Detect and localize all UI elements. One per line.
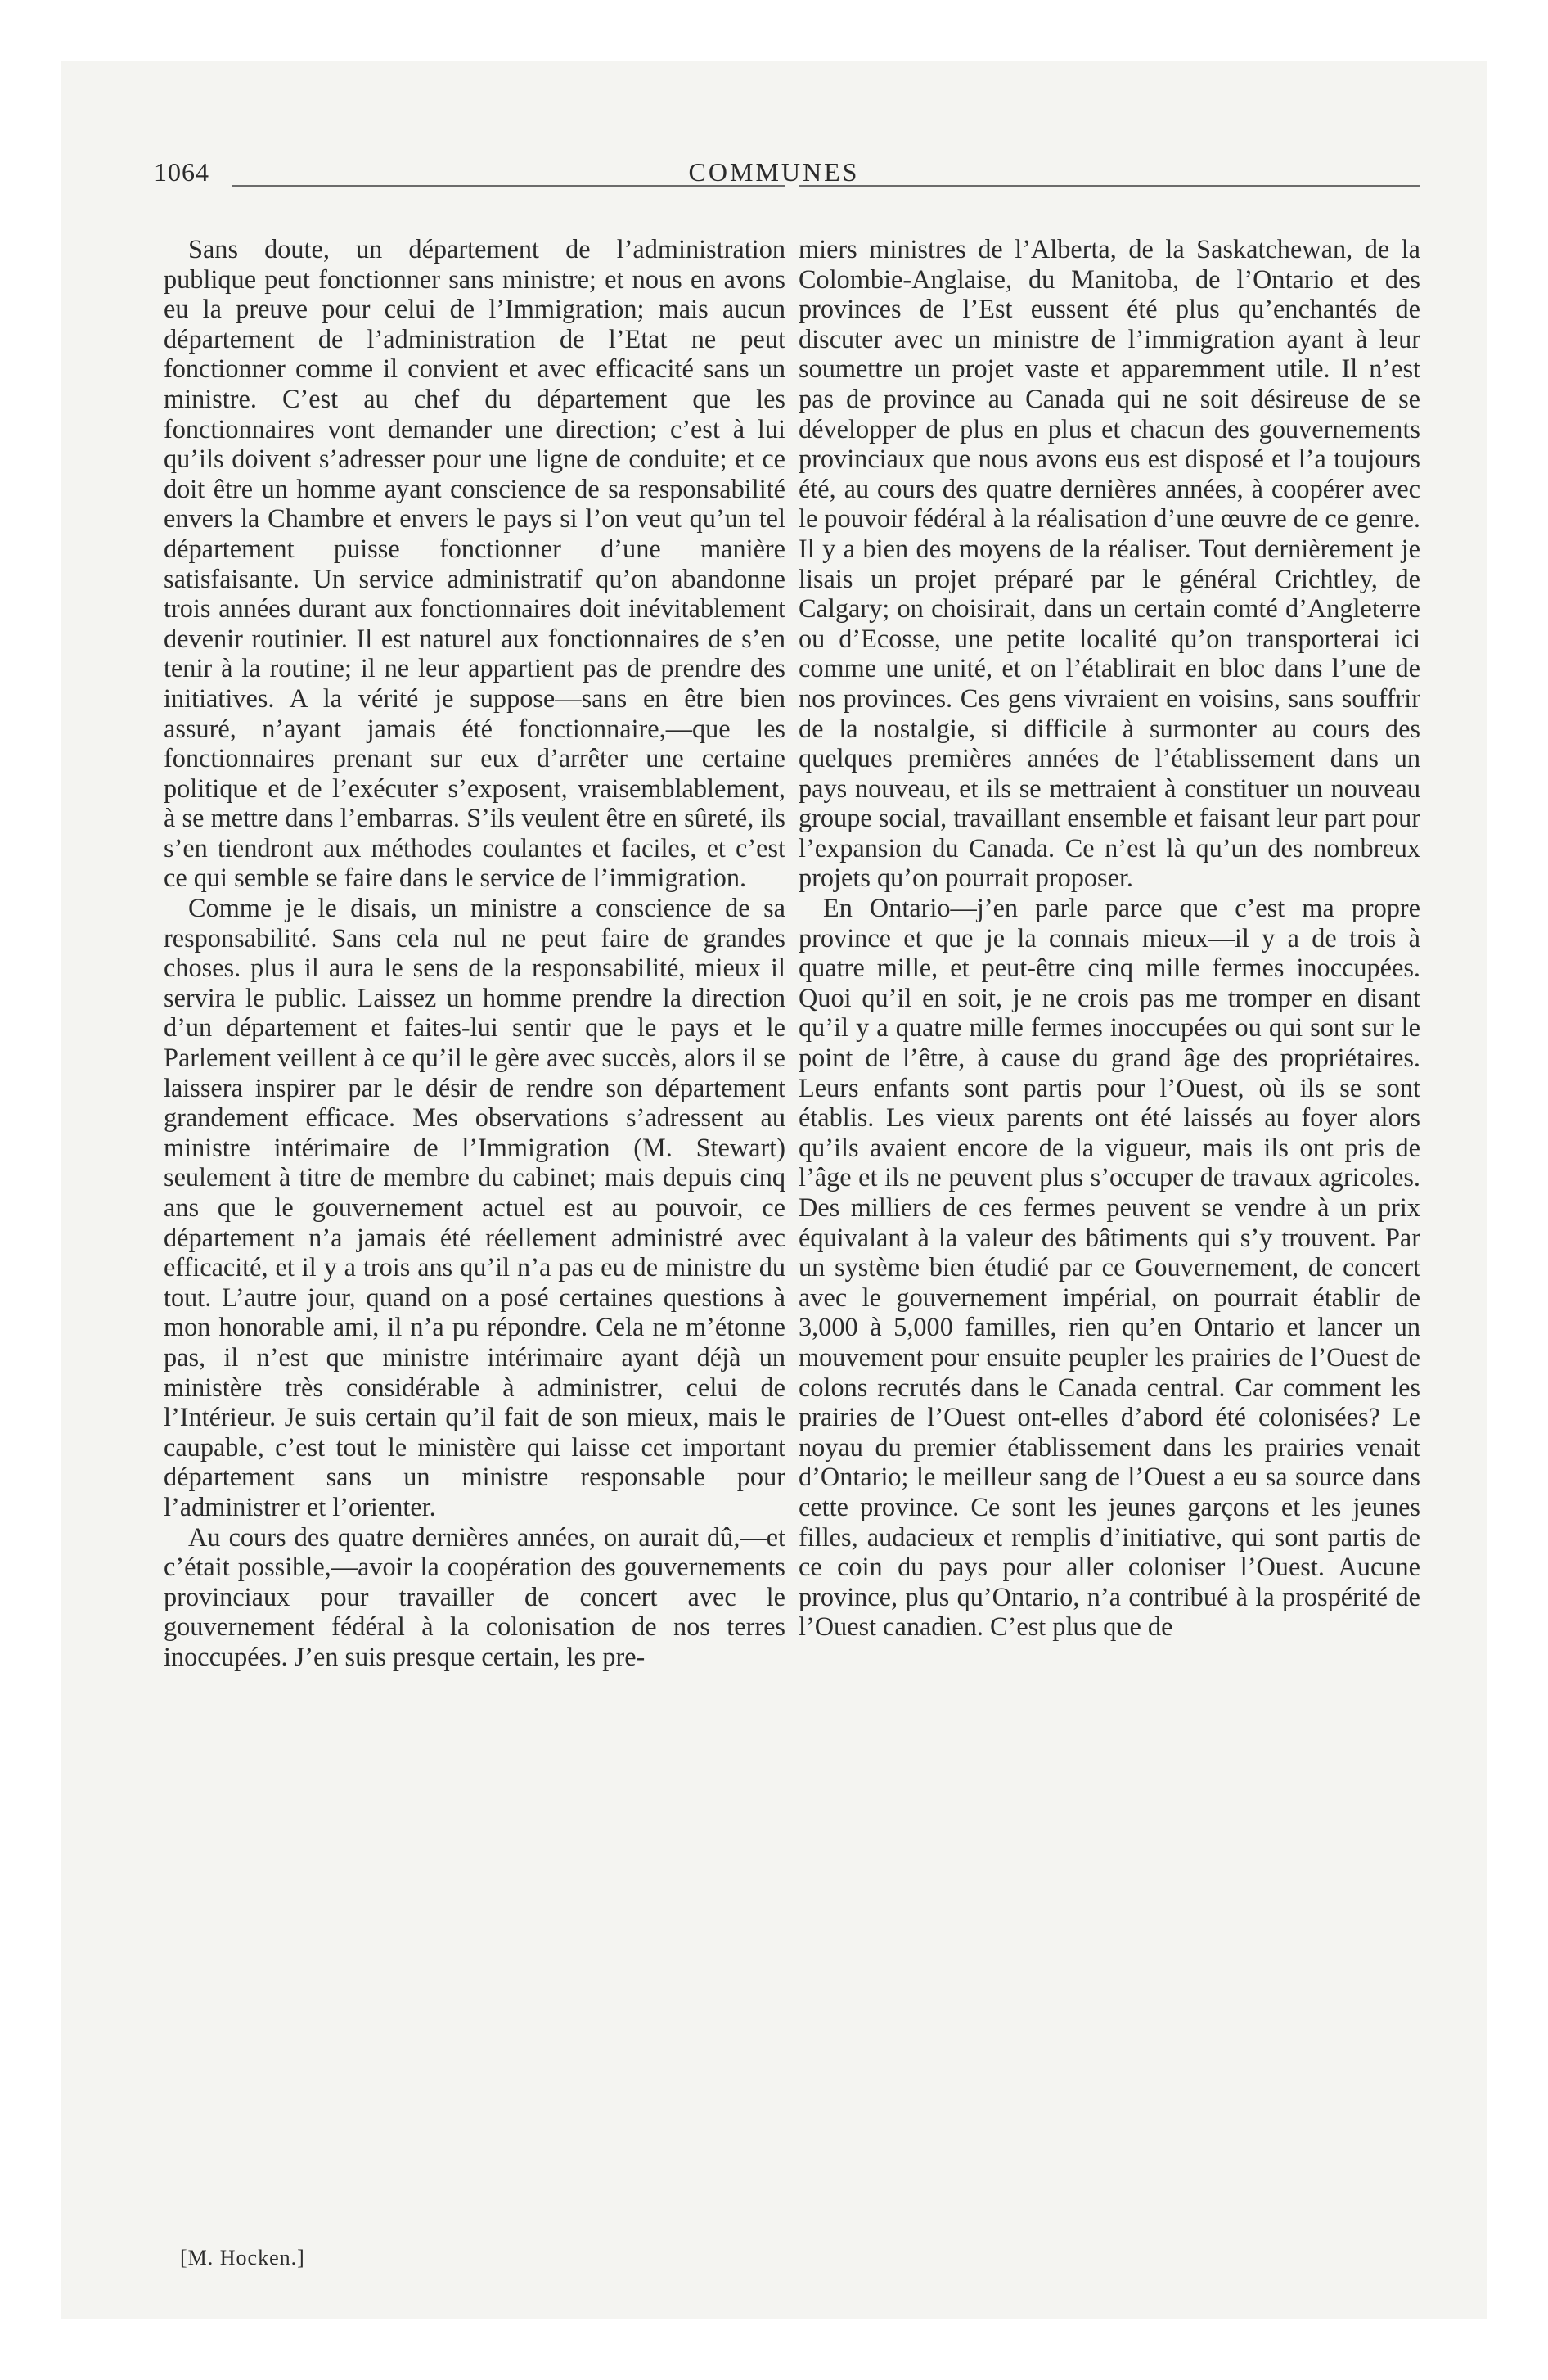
document-page bbox=[61, 61, 1487, 2319]
speaker-tag: [M. Hocken.] bbox=[180, 2246, 305, 2270]
left-paragraph-2: Comme je le disais, un ministre a conscience de sa responsabilité. Sans cela nul ne peut faire de grandes choses. plus il aura le sens de la responsabilité, mieux il servira le public. Laissez un homme prendre la direction d’un département et faites-lui sentir que le pays et le Parlement veillent à ce qu’il le gère avec succès, alors il se laissera inspirer par le désir de rendre son département grandement efficace. Mes observations s’adressent au ministre intérimaire de l’Immigration (M. Stewart) seulement à titre de membre du cabinet; mais depuis cinq ans que le gouvernement actuel est au pouvoir, ce département n’a jamais été réellement administré avec efficacité, et il y a trois ans qu’il n’a pas eu de ministre du tout. L’autre jour, quand on a posé certaines questions à mon honorable ami, il n’a pu répondre. Cela ne m’étonne pas, il n’est que ministre intérimaire ayant déjà un ministère très considérable à administrer, celui de l’Intérieur. Je suis certain qu’il fait de son mieux, mais le caupable, c’est tout le ministère qui laisse cet important département sans un ministre responsable pour l’administrer et l’orienter. bbox=[164, 893, 785, 1521]
right-paragraph-1: miers ministres de l’Alberta, de la Saskatchewan, de la Colombie-Anglaise, du Manitoba, de l’Ontario et des provinces de l’Est eussent été plus qu’enchantés de discuter avec un ministre de l’immigration ayant à leur soumettre un projet vaste et apparemment utile. Il n’est pas de province au Canada qui ne soit désireuse de se développer de plus en plus et chacun des gouvernements provinciaux que nous avons eus est disposé et l’a toujours été, au cours des quatre dernières années, à coopérer avec le pouvoir fédéral à la réalisation d’une œuvre de ce genre. Il y a bien des moyens de la réaliser. Tout dernièrement je lisais un projet préparé par le général Crichtley, de Calgary; on choisirait, dans un certain comté d’Angleterre ou d’Ecosse, une petite localité qu’on transporterai ici comme une unité, et on l’établirait en bloc dans l’une de nos provinces. Ces gens vivraient en voisins, sans souffrir de la nostalgie, si difficile à surmonter au cours des quelques premières années de l’établissement dans un pays nouveau, et ils se mettraient à constituer un nouveau groupe social, travaillant ensemble et faisant leur part pour l’expansion du Canada. Ce n’est là qu’un des nombreux projets qu’on pourrait proposer. bbox=[799, 234, 1420, 893]
left-paragraph-1: Sans doute, un département de l’administration publique peut fonctionner sans ministre; et nous en avons eu la preuve pour celui de l’Immigration; mais aucun département de l’administration de l’Etat ne peut fonctionner comme il convient et avec efficacité sans un ministre. C’est au chef du département que les fonctionnaires vont demander une direction; c’est à lui qu’ils doivent s’adresser pour une ligne de conduite; et ce doit être un homme ayant conscience de sa responsabilité envers la Chambre et envers le pays si l’on veut qu’un tel département puisse fonctionner d’une manière satisfaisante. Un service administratif qu’on abandonne trois années durant aux fonctionnaires doit inévitablement devenir routinier. Il est naturel aux fonctionnaires de s’en tenir à la routine; il ne leur appartient pas de prendre des initiatives. A la vérité je suppose—sans en être bien assuré, n’ayant jamais été fonctionnaire,—que les fonctionnaires prenant sur eux d’arrêter une certaine politique et de l’exécuter s’exposent, vraisemblablement, à se mettre dans l’embarras. S’ils veulent être en sûreté, ils s’en tiendront aux méthodes coulantes et faciles, et c’est ce qui semble se faire dans le service de l’immigration. bbox=[164, 234, 785, 893]
header-rule-right bbox=[799, 185, 1420, 187]
right-column bbox=[799, 234, 1420, 1642]
page-number: 1064 bbox=[154, 157, 209, 187]
running-head: COMMUNES bbox=[688, 157, 860, 187]
left-paragraph-3: Au cours des quatre dernières années, on aurait dû,—et c’était possible,—avoir la coopération des gouvernements provinciaux pour travailler de concert avec le gouvernement fédéral à la colonisation de nos terres inoccupées. J’en suis presque certain, les pre- bbox=[164, 1521, 785, 1671]
right-paragraph-2: En Ontario—j’en parle parce que c’est ma propre province et que je la connais mieux—il y a de trois à quatre mille, et peut-être cinq mille fermes inoccupées. Quoi qu’il en soit, je ne crois pas me tromper en disant qu’il y a quatre mille fermes inoccupées ou qui sont sur le point de l’être, à cause du grand âge des propriétaires. Leurs enfants sont partis pour l’Ouest, où ils se sont établis. Les vieux parents ont été laissés au foyer alors qu’ils avaient encore de la vigueur, mais ils ont pris de l’âge et ils ne peuvent plus s’occuper de travaux agricoles. Des milliers de ces fermes peuvent se vendre à un prix équivalant à la valeur des bâtiments qui s’y trouvent. Par un système bien étudié par ce Gouvernement, de concert avec le gouvernement impérial, on pourrait établir de 3,000 à 5,000 familles, rien qu’en Ontario et lancer un mouvement pour ensuite peupler les prairies de l’Ouest de colons recrutés dans le Canada central. Car comment les prairies de l’Ouest ont-elles d’abord été colonisées? Le noyau du premier établissement dans les prairies venait d’Ontario; le meilleur sang de l’Ouest a eu sa source dans cette province. Ce sont les jeunes garçons et les jeunes filles, audacieux et remplis d’initiative, qui sont partis de ce coin du pays pour aller coloniser l’Ouest. Aucune province, plus qu’Ontario, n’a contribué à la prospérité de l’Ouest canadien. C’est plus que de bbox=[799, 893, 1420, 1642]
page-header bbox=[154, 157, 1394, 198]
left-column bbox=[164, 234, 785, 1672]
header-rule-left bbox=[232, 185, 785, 187]
